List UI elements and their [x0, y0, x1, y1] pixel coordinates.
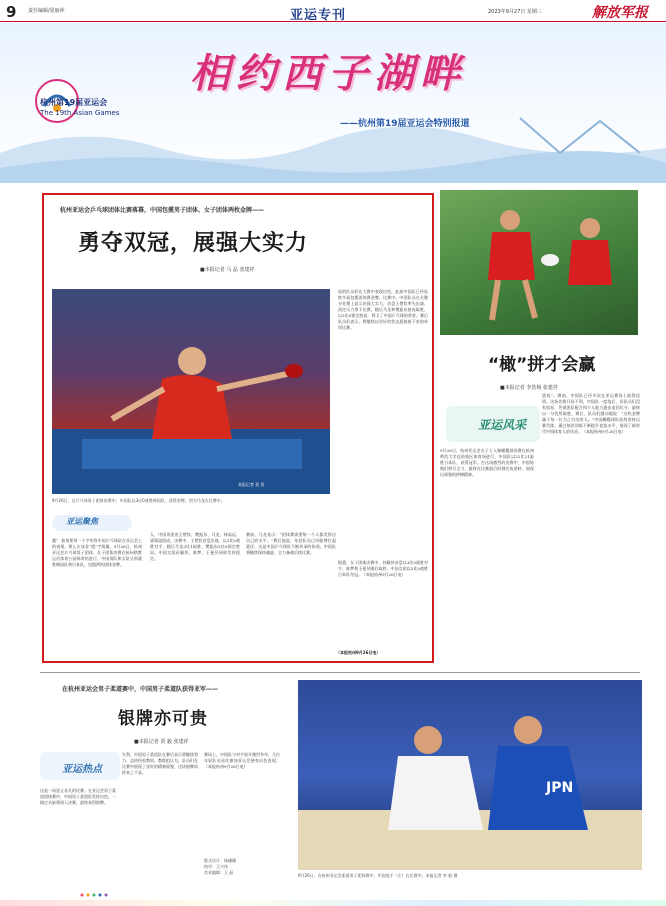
second-byline: ■本报记者 李浩杨 张建祥 [500, 385, 558, 391]
issue-date: 2023年9月27日 星期三 [488, 9, 542, 15]
lead-headline[interactable]: 勇夺双冠，展强大实力 [78, 231, 309, 256]
third-byline: ■本报记者 贾 毅 张建祥 [134, 739, 189, 745]
judo-match-image [298, 680, 642, 870]
second-headline[interactable]: “橄”拼才会赢 [488, 355, 596, 375]
third-body-column: 失利，中国男子柔道队在赛后表示将继续努力，总结经验教训。教练组认为，队员们在比赛中展现了良好的精神面貌，这块银牌同样来之不易。 [122, 752, 198, 775]
third-headline[interactable]: 银牌亦可贵 [118, 709, 208, 729]
lead-body-column: 题！ 如果要用一个字形容中国乒乓球队在亚运会上的表现，那么应该非“稳”字莫属。9月26日，杭州亚运会乒乓球男子团体、女子团体决赛在杭州拱墅运河体育公园体育馆进行，中国男队和女队分别战胜韩国队和日本队，包揽两枚团体金牌。 [52, 538, 142, 567]
third-body-column: 这是一场意义非凡的比赛。在亚运会男子柔道团体赛中，中国男子柔道队发挥出色，一路过关斩将闯入决赛，最终获得银牌。 [40, 788, 116, 805]
masthead-logo: 解放军报 [592, 5, 648, 21]
credit-line: 版式设计：杨珊珊 [204, 858, 236, 863]
credits-block [204, 858, 236, 876]
lead-body-column: 人，中国男团由王楚钦、樊振东、马龙、林高远、梁靖崑组成。决赛中，王楚钦首盘出战，以3比0战胜对手，随后马龙3比1取胜，樊振东3比0锁定胜局。中国女团孙颖莎、陈梦、王曼昱同样发挥稳定。 [150, 532, 240, 561]
lead-dateline: （本报杭州9月26日电） [336, 650, 381, 655]
lead-body-column: 虎的队员们在大赛中表现出色，此前中国队已经连续多届包揽团体赛金牌。比赛中，中国队员在关键分处理上显示出强大实力，首盘王楚钦率先出战，顶住压力拿下比赛，随后马龙和樊振东接连取胜，以3比0锁定胜局，捍卫了中国乒乓球的荣誉。赛后队员们表示，将继续以更好的状态迎接接下来的单项比赛。 [338, 289, 428, 330]
decorative-dots-icon [80, 893, 120, 897]
rugby-photo [440, 190, 638, 335]
table-tennis-player-image [52, 289, 330, 494]
section-title: 亚运专刊 [290, 8, 347, 23]
lead-kicker: 杭州亚运会乒乓球团体比赛落幕，中国包揽男子团体、女子团体两枚金牌—— [60, 207, 265, 214]
second-body-column: 游戏”。赛前，中国队已经多次在亚运赛场上取得佳绩。这场比赛开局不利，中国队一度落后，但队员们没有放弃，凭借团队配合和个人能力逐步追回比分，最终以一分优势取胜。赛后，队员们激动地说：“这枚金牌属于每一位为之付出的人。”中国橄榄球队始终坚持以赛代练，通过刻苦训练不断提升竞技水平，展现了新时代中国体育人的风采。（本报杭州9月26日电） [542, 393, 640, 434]
photo-credit: 本报记者 裴 贺 [238, 482, 265, 487]
column-badge-label: 亚运聚焦 [66, 516, 98, 526]
credit-line: 校对：王兴伟 [204, 864, 228, 869]
games-name-cn: 杭州第19届亚运会 [40, 98, 108, 107]
svg-text:JPN: JPN [546, 780, 574, 796]
footer-strip [0, 900, 666, 906]
lake-hills-illustration [0, 113, 666, 183]
judo-photo [298, 680, 642, 870]
rugby-players-image [440, 190, 638, 335]
column-badge-label: 亚运热点 [62, 764, 102, 775]
column-badge-label: 亚运风采 [478, 418, 527, 432]
lead-photo-caption: 9月26日，在乒乓球男子团体决赛中，中国队以3比0战胜韩国队，获得金牌。图为马龙在比赛中。 [52, 498, 225, 503]
lead-body-column: 赛前，马龙表示：“团体赛需要每一个人都发挥出自己的水平。”赛后他说，年轻队员已经能够扛起重任，这是中国乒乓球队不断传承的体现。中国队将继续保持谦虚，全力备战后续比赛。 [246, 532, 336, 555]
third-body-column: 赛场上，中国队与对手展开激烈争夺，几位年轻队员首次参加亚运会便有出色表现。（本报杭州9月26日电） [204, 752, 280, 769]
banner-title: 相约西子湖畔 [190, 50, 466, 97]
third-kicker: 在杭州亚运会男子柔道赛中，中国男子柔道队获得亚军—— [62, 686, 219, 693]
second-body-column: 9月26日，杭州亚运会女子七人制橄榄球决赛在杭州师范大学仓前校区体育场进行，中国队以22比21险胜日本队，获得冠军。在这场激烈的决赛中，中国姑娘们拼尽全力，最终在比赛最后时刻完成逆转，展现出顽强的拼搏精神。 [440, 448, 534, 477]
lead-body-column: 据悉，女子团体决赛中，孙颖莎首盘以3比0战胜对手，陈梦和王曼昱随后取胜，中国女团以3比0战胜日本队夺冠。（本报杭州9月26日电） [338, 560, 428, 577]
page-number: 9 [6, 3, 17, 21]
lead-byline: ■本报记者 马 晶 张建祥 [200, 267, 255, 273]
table-tennis-photo [52, 289, 330, 494]
judo-photo-caption: 9月26日，在杭州亚运会柔道男子团体赛中，中国选手（左）在比赛中。本报记者 李 毅 摄 [298, 873, 458, 878]
banner-subtitle: ——杭州第19届亚运会特别报道 [340, 119, 470, 129]
editor-credit: 责任编辑/夏丽萍 [28, 8, 65, 14]
section-divider [40, 672, 640, 673]
games-name-en: The 19th Asian Games [40, 109, 120, 117]
credit-line: 美术编辑：王 晶 [204, 870, 234, 875]
